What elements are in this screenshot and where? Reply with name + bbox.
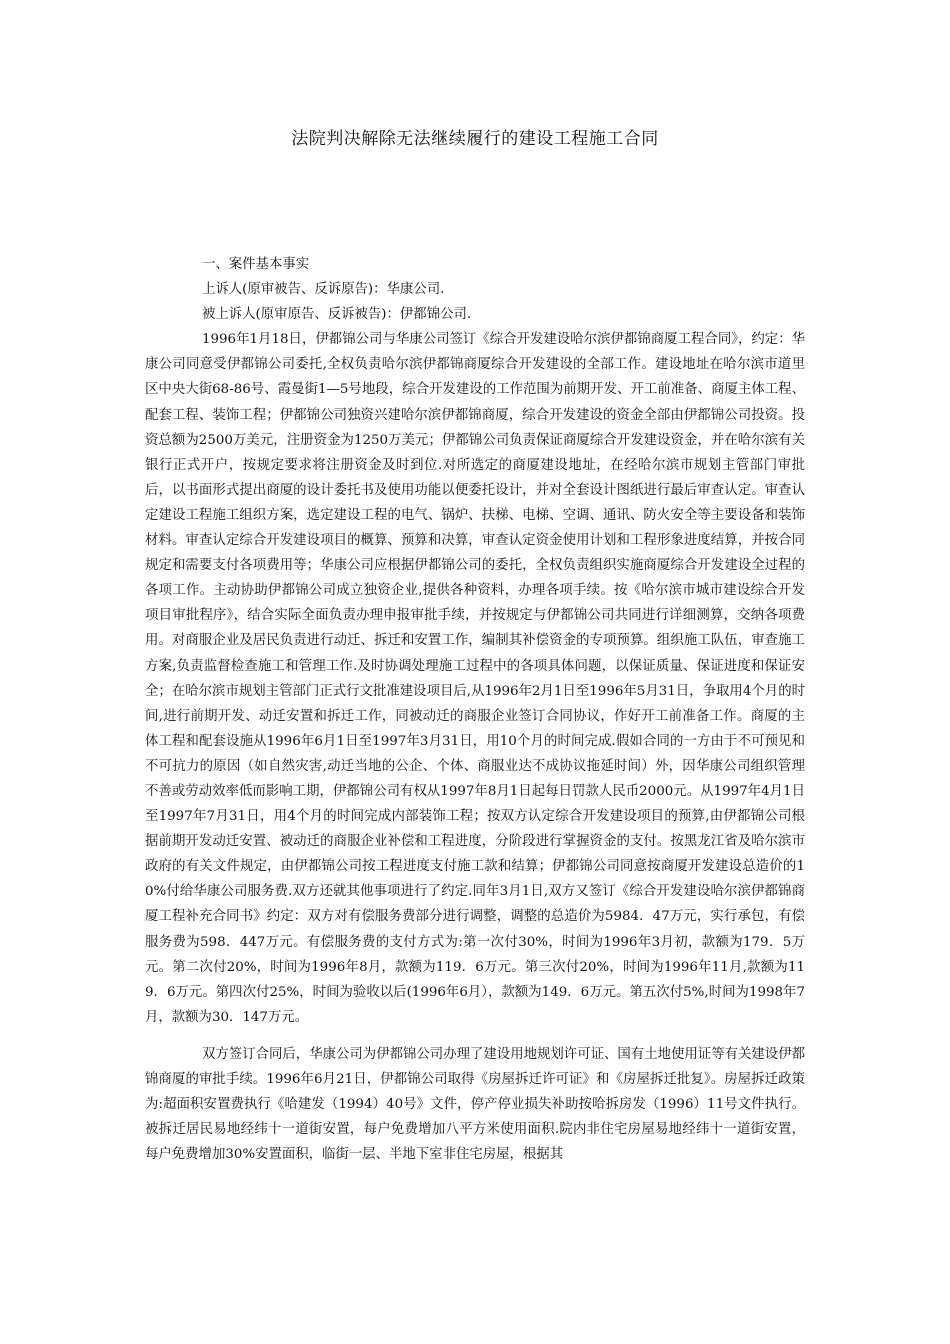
document-body: [145, 252, 805, 1167]
appellant-line: 上诉人(原审被告、反诉原告)：华康公司.: [202, 282, 445, 298]
body-paragraph: 1996年1月18日，伊都锦公司与华康公司签订《综合开发建设哈尔滨伊都锦商厦工程合同》，约定：华康公司同意受伊都锦公司委托,全权负责哈尔滨伊都锦商厦综合开发建设的全部工作。建设地址在哈尔滨市道里区中央大街68-86号、霞曼街1—5号地段，综合开发建设的工作范围为前期开发、开工前准备、商厦主体工程、配套工程、装饰工程；伊都锦公司独资兴建哈尔滨伊都锦商厦，综合开发建设的资金全部由伊都锦公司投资。投资总额为2500万美元，注册资金为1250万美元；伊都锦公司负责保证商厦综合开发建设资金，并在哈尔滨有关银行正式开户，按规定要求将注册资金及时到位.对所选定的商厦建设地址，在经哈尔滨市规划主管部门审批后，以书面形式提出商厦的设计委托书及使用功能以便委托设计，并对全套设计图纸进行最后审查认定。审查认定建设工程施工组织方案，选定建设工程的电气、锅炉、扶梯、电梯、空调、通讯、防火安全等主要设备和装饰材料。审查认定综合开发建设项目的概算、预算和决算，审查认定资金使用计划和工程形象进度结算，并按合同规定和需要支付各项费用等；华康公司应根据伊都锦公司的委托，全权负责组织实施商厦综合开发建设全过程的各项工作。主动协助伊都锦公司成立独资企业,提供各种资料，办理各项手续。按《哈尔滨市城市建设综合开发项目审批程序》，结合实际全面负责办理申报审批手续，并按规定与伊都锦公司共同进行详细测算，交纳各项费用。对商服企业及居民负责进行动迁、拆迁和安置工作，编制其补偿资金的专项预算。组织施工队伍，审查施工方案,负责监督检查施工和管理工作.及时协调处理施工过程中的各项具体问题，以保证质量、保证进度和保证安全；在哈尔滨市规划主管部门正式行文批准建设项目后,从1996年2月1日至1996年5月31日，争取用4个月的时间,进行前期开发、动迁安置和拆迁工作，同被动迁的商服企业签订合同协议，作好开工前准备工作。商厦的主体工程和配套设施从1996年6月1日至1997年3月31日，用10个月的时间完成.假如合同的一方由于不可预见和不可抗力的原因（如自然灾害,动迁当地的公企、个体、商服业达不成协议拖延时间）外，因华康公司组织管理不善或劳动效率低而影响工期，伊都锦公司有权从1997年8月1日起每日罚款人民币2000元。从1997年4月1日至1997年7月31日，用4个月的时间完成内部装饰工程；按双方认定综合开发建设项目的预算,由伊都锦公司根据前期开发动迁安置、被动迁的商服企业补偿和工程进度，分阶段进行掌握资金的支付。按黑龙江省及哈尔滨市政府的有关文件规定，由伊都锦公司按工程进度支付施工款和结算；伊都锦公司同意按商厦开发建设总造价的10%付给华康公司服务费.双方还就其他事项进行了约定.同年3月1日,双方又签订《综合开发建设哈尔滨伊都锦商厦工程补充合同书》约定：双方对有偿服务费部分进行调整，调整的总造价为5984．47万元，实行承包，有偿服务费为598．447万元。有偿服务费的支付方式为:第一次付30%，时间为1996年3月初，款额为179．5万元。第二次付20%，时间为1996年8月，款额为119．6万元。第三次付20%，时间为1996年11月,款额为119．6万元。第四次付25%，时间为验收以后(1996年6月），款额为149．6万元。第五次付5%,时间为1998年7月，款额为30．147万元。: [145, 332, 805, 1025]
document-title: 法院判决解除无法继续履行的建设工程施工合同: [291, 129, 659, 149]
appellee-line: 被上诉人(原审原告、反诉被告)：伊都锦公司.: [202, 307, 472, 323]
section-heading: 一、案件基本事实: [202, 257, 310, 272]
body-paragraph: 双方签订合同后，华康公司为伊都锦公司办理了建设用地规划许可证、国有土地使用证等有关建设伊都锦商厦的审批手续。1996年6月21日，伊都锦公司取得《房屋拆迁许可证》和《房屋拆迁批复》。房屋拆迁政策为:超面积安置费执行《哈建发（1994）40号》文件，停产停业损失补助按哈拆房发（1996）11号文件执行。被拆迁居民易地经纬十一道街安置，每户免费增加八平方米使用面积.院内非住宅房屋易地经纬十一道街安置，每户免费增加30%安置面积，临街一层、半地下室非住宅房屋，根据其: [145, 1046, 805, 1163]
